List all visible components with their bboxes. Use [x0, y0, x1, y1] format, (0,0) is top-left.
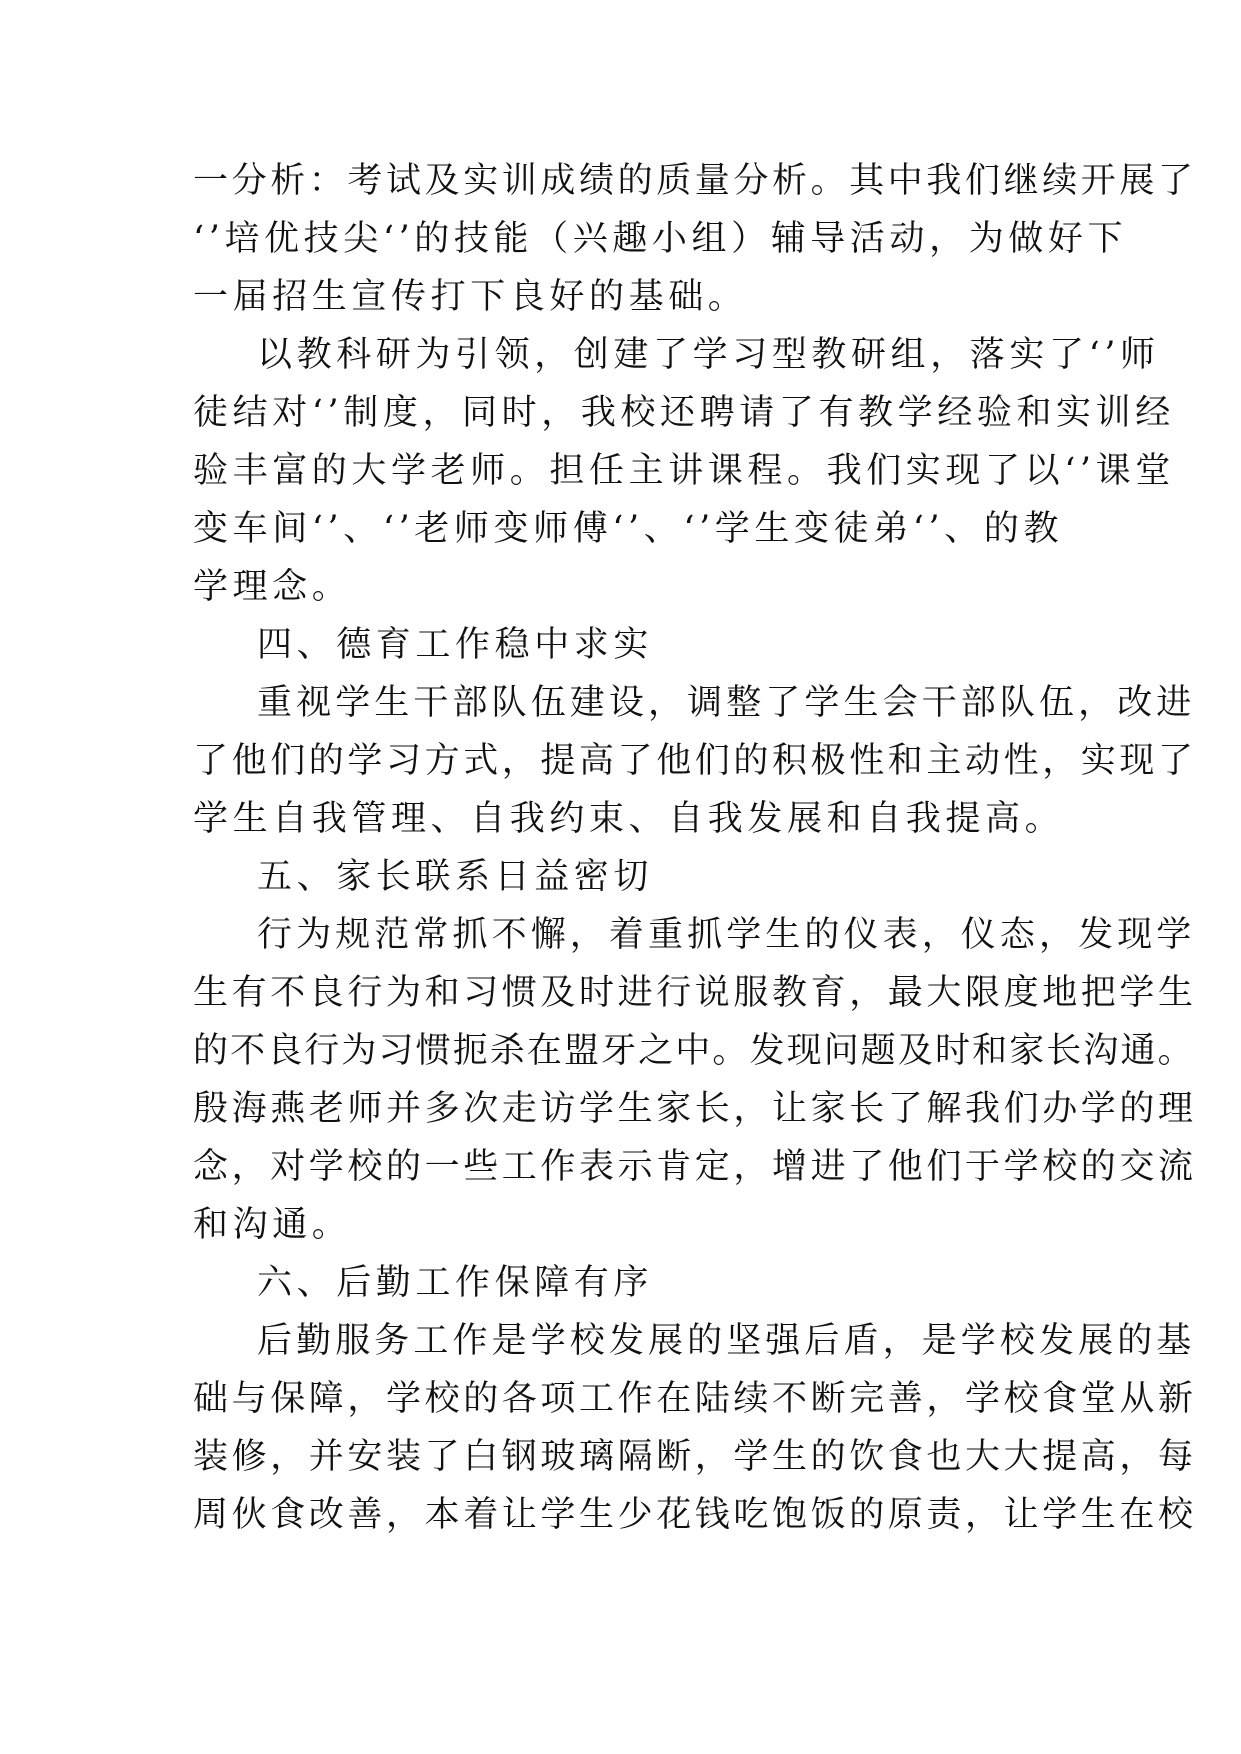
text-line-5: 徒结对‘’制度，同时，我校还聘请了有教学经验和实训经 — [193, 393, 1175, 433]
section-heading-moral-education: 四、德育工作稳中求实 — [257, 625, 654, 665]
section-heading-logistics: 六、后勤工作保障有序 — [257, 1263, 654, 1303]
text-line-3: 一届招生宣传打下良好的基础。 — [193, 277, 748, 317]
text-line-18: 念，对学校的一些工作表示肯定，增进了他们于学校的交流 — [193, 1147, 1197, 1187]
text-line-14: 行为规范常抓不懈，着重抓学生的仪表，仪态，发现学 — [257, 915, 1196, 955]
text-line-2: ‘’培优技尖‘’的技能（兴趣小组）辅导活动，为做好下 — [193, 219, 1128, 259]
text-line-12: 学生自我管理、自我约束、自我发展和自我提高。 — [193, 799, 1065, 839]
text-line-22: 础与保障，学校的各项工作在陆续不断完善，学校食堂从新 — [193, 1379, 1197, 1419]
text-line-11: 了他们的学习方式，提高了他们的积极性和主动性，实现了 — [193, 741, 1197, 781]
text-line-19: 和沟通。 — [193, 1205, 352, 1245]
text-line-6: 验丰富的大学老师。担任主讲课程。我们实现了以‘’课堂 — [193, 451, 1175, 491]
text-line-7: 变车间‘’、‘’老师变师傅‘’、‘’学生变徒弟‘’、的教 — [193, 509, 1064, 549]
text-line-21: 后勤服务工作是学校发展的坚强后盾，是学校发展的基 — [257, 1321, 1196, 1361]
section-heading-parent-contact: 五、家长联系日益密切 — [257, 857, 654, 897]
text-line-16: 的不良行为习惯扼杀在盟牙之中。发现问题及时和家长沟通。 — [193, 1031, 1195, 1071]
text-line-10: 重视学生干部队伍建设，调整了学生会干部队伍，改进 — [257, 683, 1196, 723]
text-line-17: 殷海燕老师并多次走访学生家长，让家长了解我们办学的理 — [193, 1089, 1197, 1129]
text-line-8: 学理念。 — [193, 567, 352, 607]
text-line-1: 一分析：考试及实训成绩的质量分析。其中我们继续开展了 — [193, 161, 1197, 201]
text-line-4: 以教科研为引领，创建了学习型教研组，落实了‘’师 — [257, 335, 1160, 375]
text-line-15: 生有不良行为和习惯及时进行说服教育，最大限度地把学生 — [193, 973, 1197, 1013]
text-line-24: 周伙食改善，本着让学生少花钱吃饱饭的原责，让学生在校 — [193, 1495, 1197, 1535]
text-line-23: 装修，并安装了白钢玻璃隔断，学生的饮食也大大提高，每 — [193, 1437, 1197, 1477]
